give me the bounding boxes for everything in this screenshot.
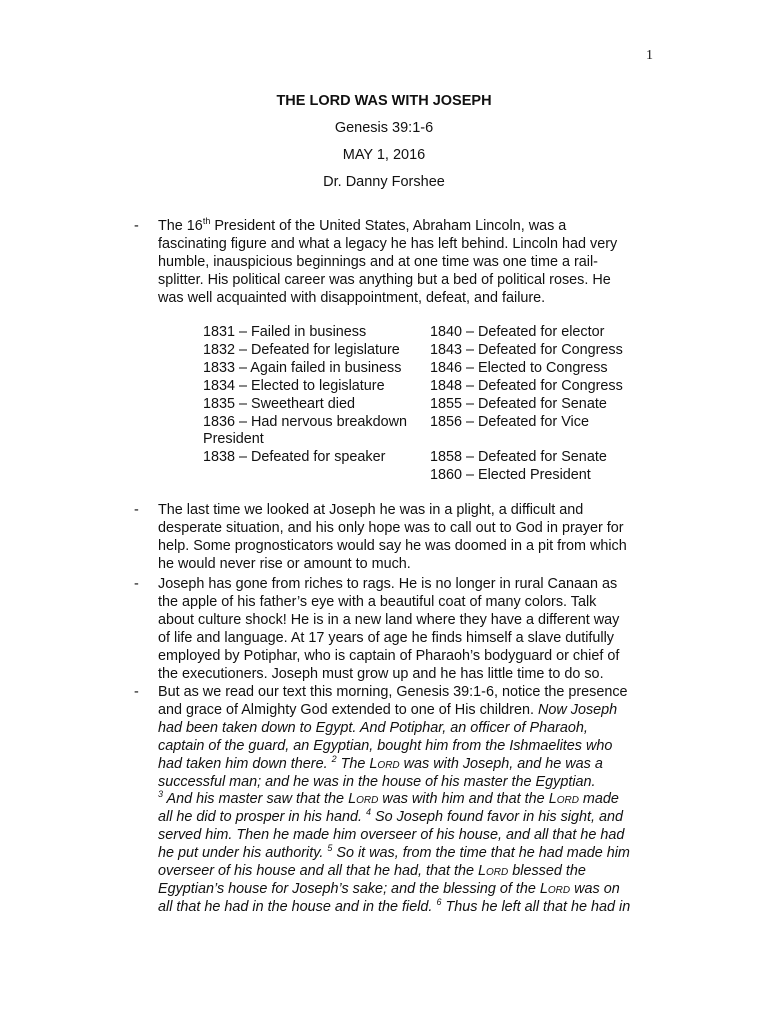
timeline-entry: 1834 – Elected to legislature [203, 377, 385, 394]
timeline-entry: 1838 – Defeated for speaker [203, 449, 386, 466]
timeline-entry: 1831 – Failed in business [203, 324, 367, 340]
page-number: 1 [646, 48, 653, 63]
sermon-title: THE LORD WAS WITH JOSEPH [276, 93, 492, 109]
timeline-entry: 1860 – Elected President [430, 467, 591, 484]
timeline-entry: 1835 – Sweetheart died [203, 395, 356, 412]
scripture-reference: Genesis 39:1-6 [334, 120, 434, 136]
lincoln-paragraph: The 16th President of the United States, Abraham Lincoln, was a fascinating figure and what a legacy he has left behind. Lincoln had very humble, inauspicious beginnings and at one time was one time a rail- splitter. His political career was anything but a bed of political roses. He was well acquainted with disappointment, defeat, and failure. [158, 216, 618, 306]
bullet-dash: - [134, 218, 139, 234]
verse-number: 2 [331, 753, 337, 764]
timeline-entry: 1856 – Defeated for Vice [430, 413, 589, 430]
sermon-author: Dr. Danny Forshee [323, 174, 445, 190]
bullet-dash: - [134, 576, 139, 592]
verse-number: 5 [327, 843, 333, 854]
timeline-entry: 1832 – Defeated for legislature [203, 341, 400, 358]
timeline-right-column [430, 324, 623, 485]
timeline-entry: 1840 – Defeated for elector [430, 324, 605, 340]
timeline-entry: 1843 – Defeated for Congress [430, 341, 623, 358]
verse-number: 3 [158, 789, 164, 800]
timeline-entry: 1858 – Defeated for Senate [430, 449, 607, 466]
timeline-entry: 1855 – Defeated for Senate [430, 395, 607, 412]
timeline-entry: 1848 – Defeated for Congress [430, 377, 623, 394]
riches-to-rags-paragraph: Joseph has gone from riches to rags. He is no longer in rural Canaan as the apple of his father’s eye with a beautiful coat of many colors. Talk about culture shock! He is in a new land where they have a different way of life and language. At 17 years of age he finds himself a slave dutifully employed by Potiphar, who is captain of Pharaoh’s bodyguard or chief of the executioners. Joseph must grow up and he has little time to do so. [158, 576, 620, 682]
timeline-left-column [203, 324, 407, 467]
genesis-text-paragraph: But as we read our text this morning, Genesis 39:1-6, notice the presence and grace of Almighty God extended to one of His children. Now Joseph had been taken down to Egypt. And Potiphar, an officer of Pharaoh, captain of the guard, an Egyptian, bought him from the Ishmaelites who had taken him down there. $^2$ The Lord was with Joseph, and he was a successful man; and he was in the house of his master the Egyptian. $^3$ And his master saw that the Lord was with him and that the Lord made all he did to prosper in his hand. $^4$ So Joseph found favor in his sight, and served him. Then he made him overseer of his house, and all that he had he put under his authority. $^5$ So it was, from the time that he had made him overseer of his house and all that he had, that the Lord blessed the Egyptian’s house for Joseph’s sake; and the blessing of the Lord was on all that he had in the house and in the field. $^6$ Thus he left all that he had in [158, 684, 631, 915]
verse-number: 6 [436, 896, 442, 907]
timeline-entry: 1846 – Elected to Congress [430, 359, 608, 376]
sermon-date: MAY 1, 2016 [342, 147, 426, 163]
timeline-entry: 1833 – Again failed in business [203, 359, 402, 376]
bullet-dash: - [134, 684, 139, 700]
timeline-entry: President [203, 431, 264, 448]
bullet-dash: - [134, 502, 139, 518]
joseph-plight-paragraph: The last time we looked at Joseph he was in a plight, a difficult and desperate situation, and his only hope was to call out to God in prayer for help. Some prognosticators would say he was doomed in a pit from which he would never rise or amount to much. [158, 502, 627, 572]
verse-number: 4 [366, 807, 372, 818]
timeline-entry: 1836 – Had nervous breakdown [203, 413, 408, 430]
